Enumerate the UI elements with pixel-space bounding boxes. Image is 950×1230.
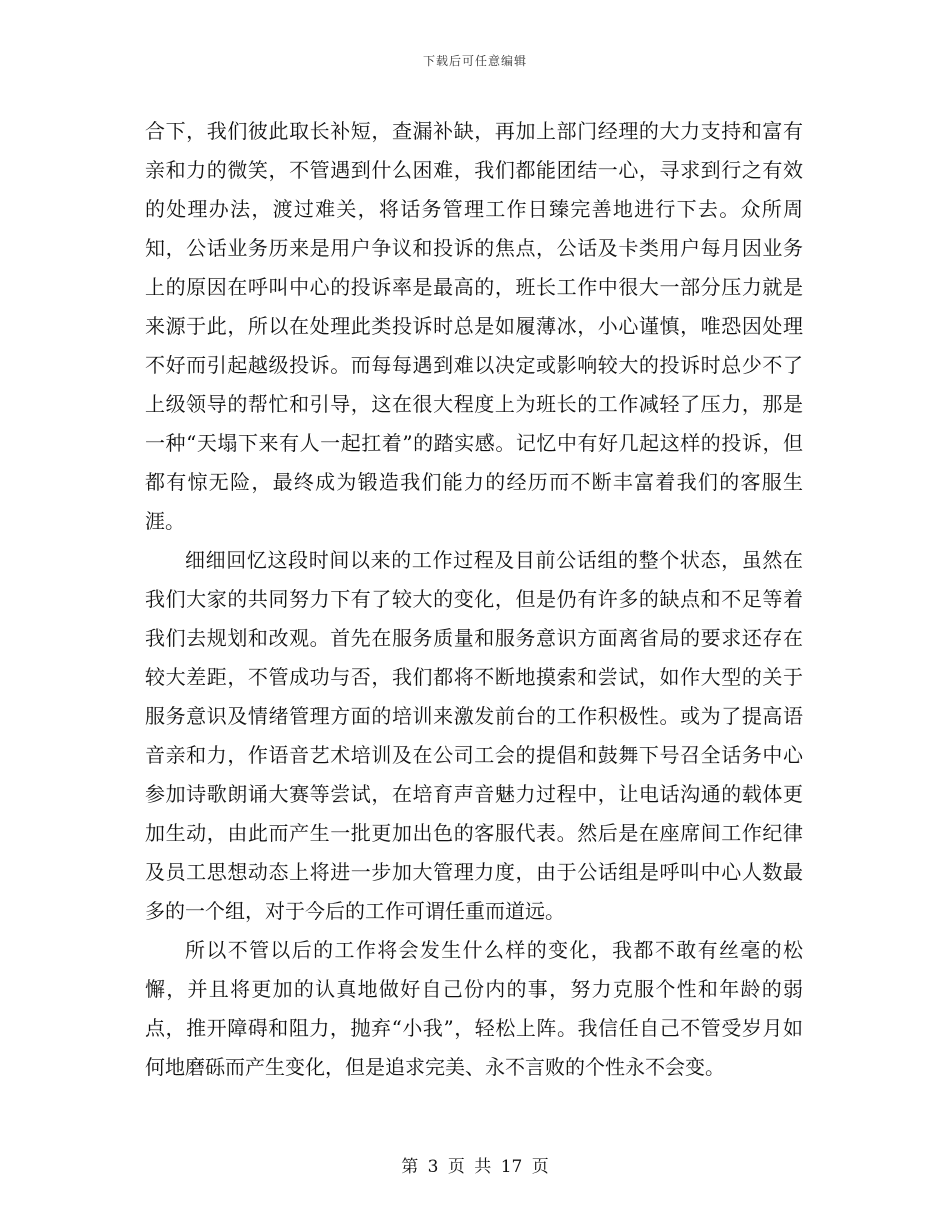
- paragraph-1: 合下，我们彼此取长补短，查漏补缺，再加上部门经理的大力支持和富有亲和力的微笑，不管遇到什么困难，我们都能团结一心，寻求到行之有效的处理办法，渡过难关，将话务管理工作日臻完善地进行下去。众所周知，公话业务历来是用户争议和投诉的焦点，公话及卡类用户每月因业务上的原因在呼叫中心的投诉率是最高的，班长工作中很大一部分压力就是来源于此，所以在处理此类投诉时总是如履薄冰，小心谨慎，唯恐因处理不好而引起越级投诉。而每每遇到难以决定或影响较大的投诉时总少不了上级领导的帮忙和引导，这在很大程度上为班长的工作减轻了压力，那是一种“天塌下来有人一起扛着”的踏实感。记忆中有好几起这样的投诉，但都有惊无险，最终成为锻造我们能力的经历而不断丰富着我们的客服生涯。: [145, 119, 803, 533]
- header-note: 下载后可任意编辑: [422, 54, 527, 68]
- paragraph-2: 细细回忆这段时间以来的工作过程及目前公话组的整个状态，虽然在我们大家的共同努力下有了较大的变化，但是仍有许多的缺点和不足等着我们去规划和改观。首先在服务质量和服务意识方面离省局的要求还存在较大差距，不管成功与否，我们都将不断地摸索和尝试，如作大型的关于服务意识及情绪管理方面的培训来激发前台的工作积极性。或为了提高语音亲和力，作语音艺术培训及在公司工会的提倡和鼓舞下号召全话务中心参加诗歌朗诵大赛等尝试，在培育声音魅力过程中，让电话沟通的载体更加生动，由此而产生一批更加出色的客服代表。然后是在座席间工作纪律及员工思想动态上将进一步加大管理力度，由于公话组是呼叫中心人数最多的一个组，对于今后的工作可谓任重而道远。: [145, 548, 803, 923]
- document-body: [145, 112, 803, 1087]
- paragraph-3: 所以不管以后的工作将会发生什么样的变化，我都不敢有丝毫的松懈，并且将更加的认真地做好自己份内的事，努力克服个性和年龄的弱点，推开障碍和阻力，抛弃“小我”，轻松上阵。我信任自己不管受岁月如何地磨砾而产生变化，但是追求完美、永不言败的个性永不会变。: [145, 938, 803, 1079]
- page-number: 第 3 页 共 17 页: [401, 1157, 549, 1177]
